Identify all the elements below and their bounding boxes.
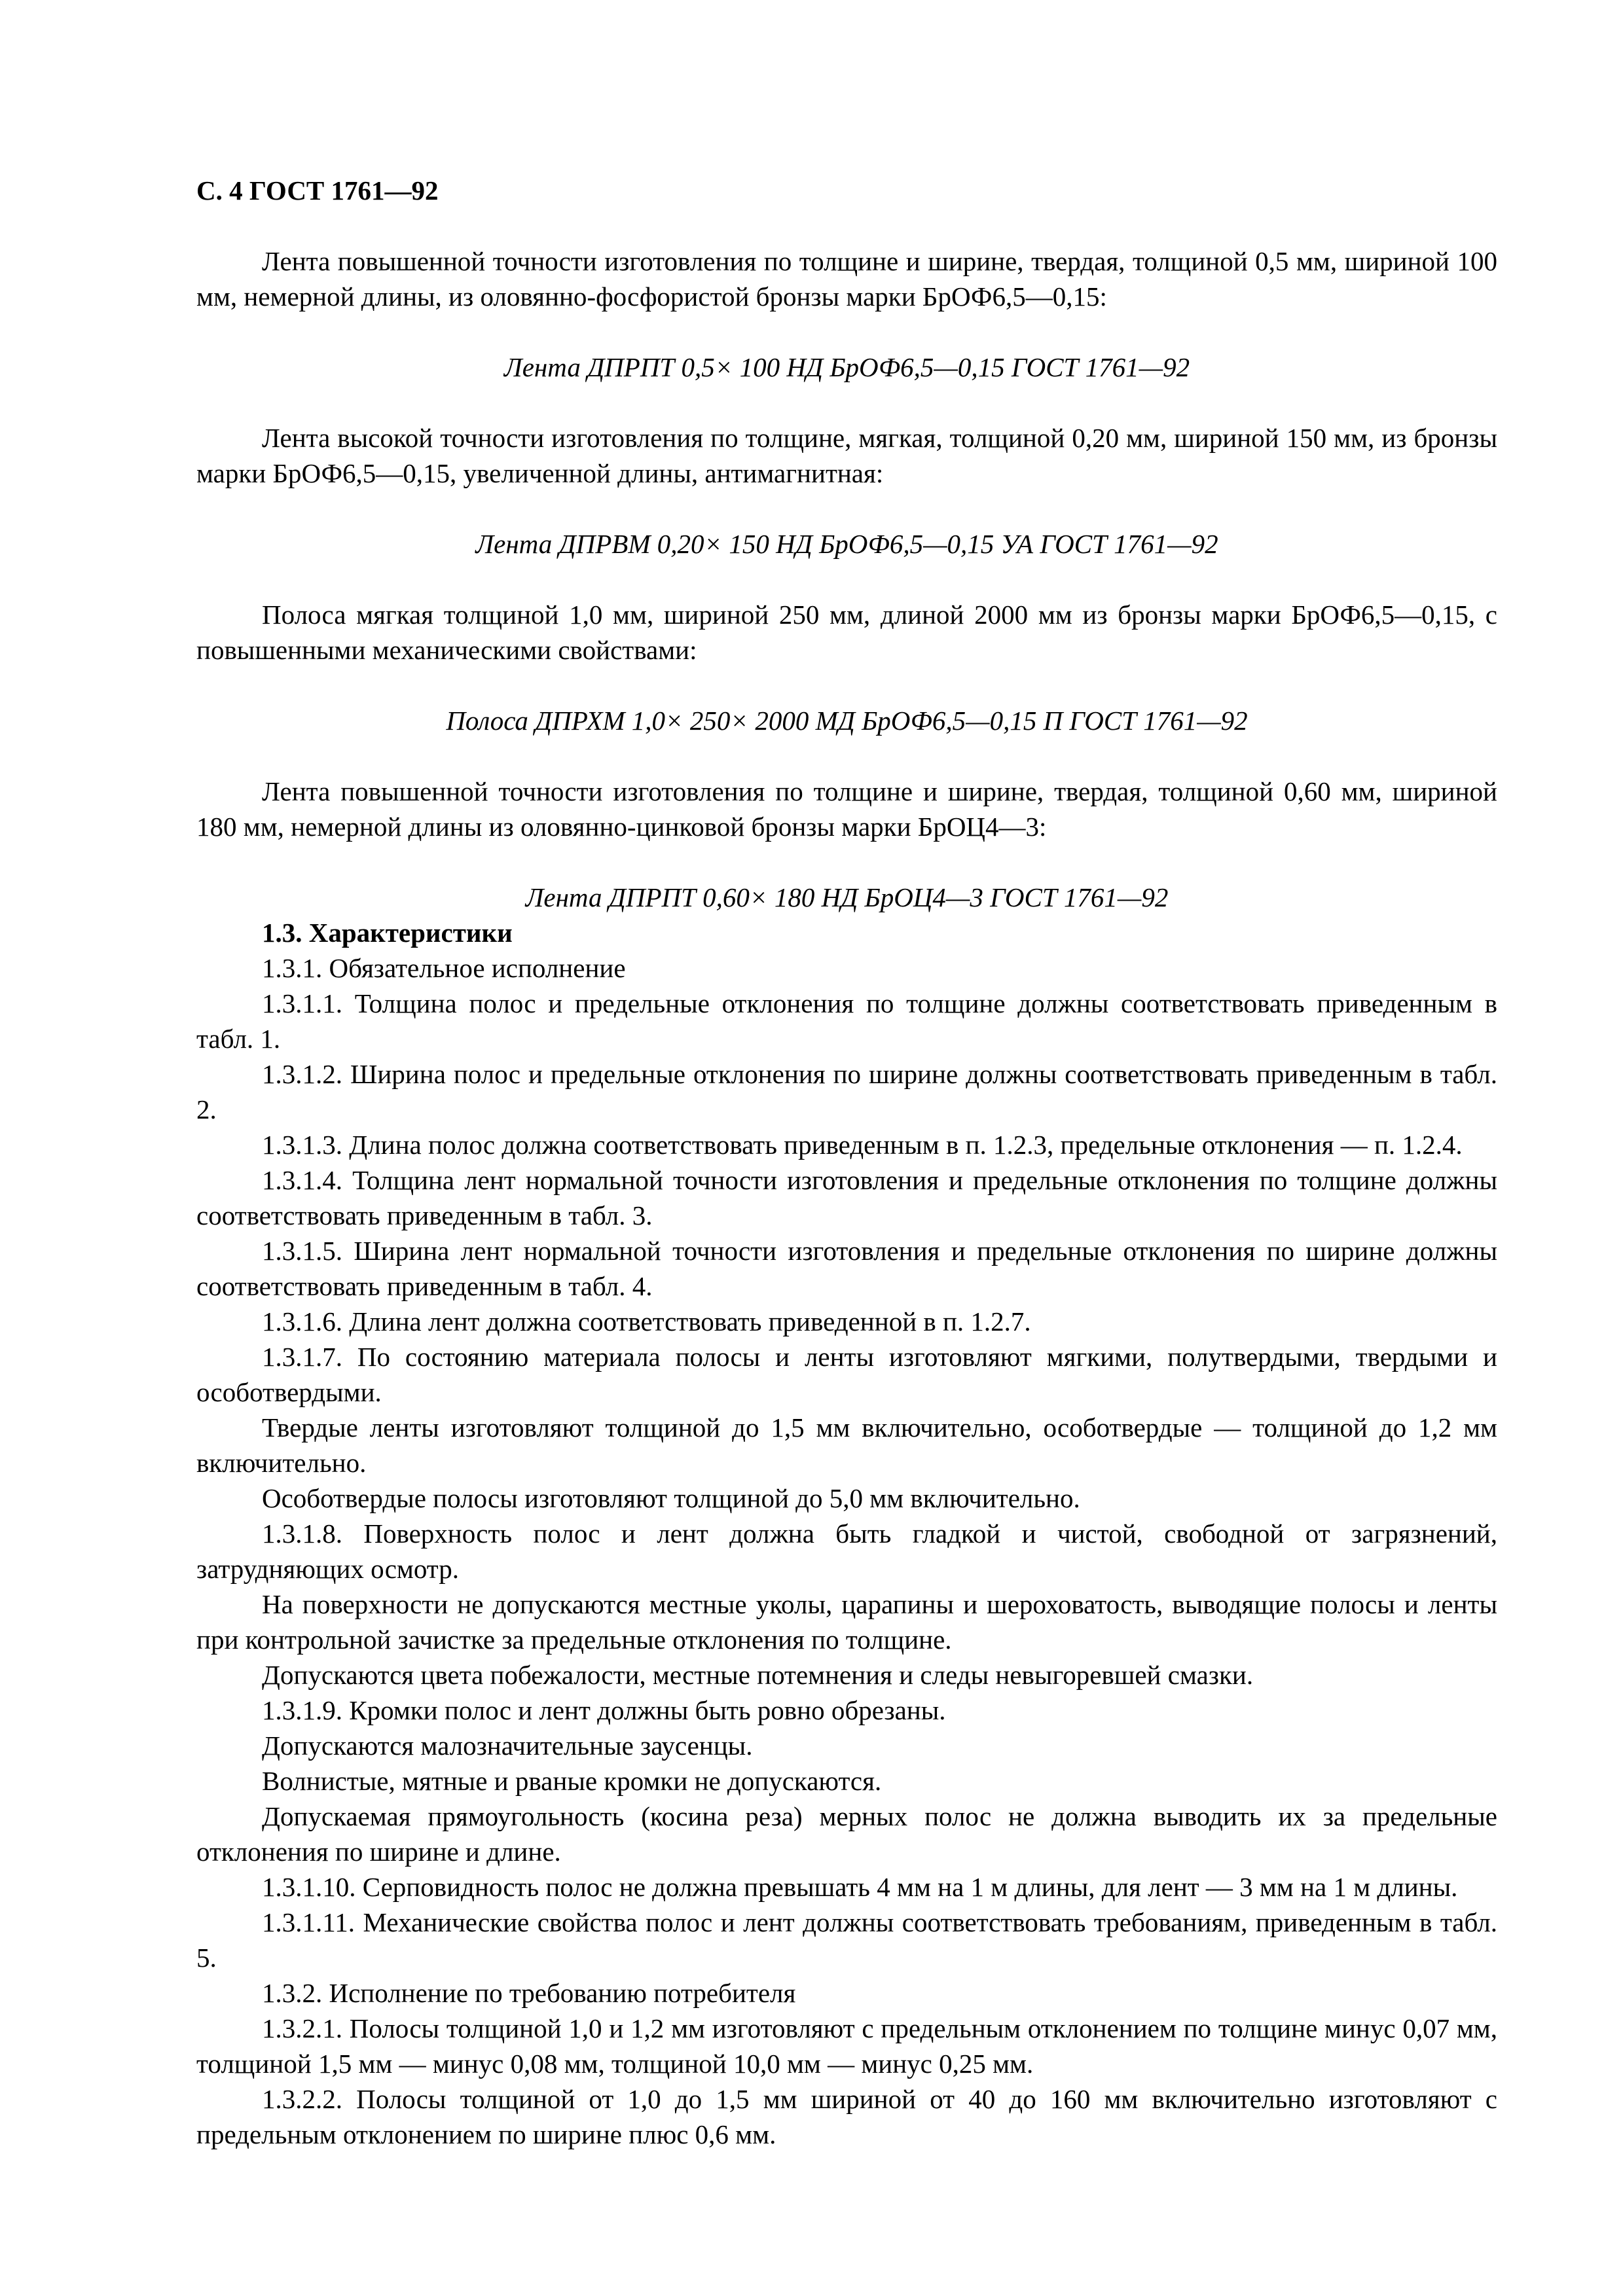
clause-1-3-1-2: 1.3.1.2. Ширина полос и предельные отклонения по ширине должны соответствовать приведенным в табл. 2. (196, 1059, 1497, 1124)
designation-example-1: Лента ДПРПТ 0,5× 100 НД БрОФ6,5—0,15 ГОСТ 1761—92 (503, 352, 1190, 382)
clause-1-3-1-9-squareness: Допускаемая прямоугольность (косина реза) мерных полос не должна выводить их за предельные отклонения по ширине и длине. (196, 1801, 1497, 1867)
clause-1-3-1-1: 1.3.1.1. Толщина полос и предельные отклонения по толщине должны соответствовать приведенным в табл. 1. (196, 988, 1497, 1054)
clause-1-3-1-9-burrs: Допускаются малозначительные заусенцы. (262, 1731, 753, 1761)
example-description-4: Лента повышенной точности изготовления по толщине и ширине, твердая, толщиной 0,60 мм, шириной 180 мм, немерной длины из оловянно-цинковой бронзы марки БрОЦ4—3: (196, 776, 1497, 842)
designation-example-3: Полоса ДПРХМ 1,0× 250× 2000 МД БрОФ6,5—0,15 П ГОСТ 1761—92 (446, 706, 1248, 736)
designation-example-4: Лента ДПРПТ 0,60× 180 НД БрОЦ4—3 ГОСТ 1761—92 (525, 882, 1169, 912)
clause-1-3-2: 1.3.2. Исполнение по требованию потребителя (262, 1978, 796, 2008)
clause-1-3-1-9: 1.3.1.9. Кромки полос и лент должны быть ровно обрезаны. (262, 1695, 946, 1725)
clause-1-3-2-2: 1.3.2.2. Полосы толщиной от 1,0 до 1,5 мм шириной от 40 до 160 мм включительно изготовляют с предельным отклонением по ширине плюс 0,6 мм. (196, 2084, 1497, 2149)
clause-1-3-1-11: 1.3.1.11. Механические свойства полос и лент должны соответствовать требованиям, приведенным в табл. 5. (196, 1907, 1497, 1973)
clause-1-3-1-8-allowed: Допускаются цвета побежалости, местные потемнения и следы невыгоревшей смазки. (262, 1660, 1254, 1690)
document-body (196, 243, 1497, 2152)
clause-1-3-1-6: 1.3.1.6. Длина лент должна соответствовать приведенной в п. 1.2.7. (262, 1306, 1031, 1336)
clause-1-3-1-8-defects: На поверхности не допускаются местные уколы, царапины и шероховатость, выводящие полосы и ленты при контрольной зачистке за предельные отклонения по толщине. (196, 1589, 1497, 1655)
section-heading-1-3: 1.3. Характеристики (262, 918, 513, 948)
clause-1-3-1-4: 1.3.1.4. Толщина лент нормальной точности изготовления и предельные отклонения по толщине должны соответствовать приведенным в табл. 3. (196, 1165, 1497, 1230)
page-header: С. 4 ГОСТ 1761—92 (196, 175, 439, 206)
clause-1-3-1-9-edges: Волнистые, мятные и рваные кромки не допускаются. (262, 1766, 882, 1796)
clause-1-3-1-3: 1.3.1.3. Длина полос должна соответствовать приведенным в п. 1.2.3, предельные отклонения — п. 1.2.4. (262, 1130, 1463, 1160)
clause-1-3-1: 1.3.1. Обязательное исполнение (262, 953, 626, 983)
clause-1-3-1-10: 1.3.1.10. Серповидность полос не должна превышать 4 мм на 1 м длины, для лент — 3 мм на 1 м длины. (262, 1872, 1458, 1902)
clause-1-3-1-7-hard-strips: Твердые ленты изготовляют толщиной до 1,5 мм включительно, особотвердые — толщиной до 1,2 мм включительно. (196, 1412, 1497, 1478)
clause-1-3-1-8: 1.3.1.8. Поверхность полос и лент должна быть гладкой и чистой, свободной от загрязнений, затрудняющих осмотр. (196, 1518, 1497, 1584)
example-description-1: Лента повышенной точности изготовления по толщине и ширине, твердая, толщиной 0,5 мм, шириной 100 мм, немерной длины, из оловянно-фосфористой бронзы марки БрОФ6,5—0,15: (196, 246, 1497, 312)
designation-example-2: Лента ДПРВМ 0,20× 150 НД БрОФ6,5—0,15 УА ГОСТ 1761—92 (475, 529, 1218, 559)
clause-1-3-1-7-extra-hard: Особотвердые полосы изготовляют толщиной до 5,0 мм включительно. (262, 1483, 1080, 1513)
clause-1-3-1-5: 1.3.1.5. Ширина лент нормальной точности изготовления и предельные отклонения по ширине должны соответствовать приведенным в табл. 4. (196, 1236, 1497, 1301)
example-description-3: Полоса мягкая толщиной 1,0 мм, шириной 250 мм, длиной 2000 мм из бронзы марки БрОФ6,5—0,15, с повышенными механическими свойствами: (196, 600, 1497, 665)
clause-1-3-1-7: 1.3.1.7. По состоянию материала полосы и ленты изготовляют мягкими, полутвердыми, твердыми и особотвердыми. (196, 1342, 1497, 1407)
clause-1-3-2-1: 1.3.2.1. Полосы толщиной 1,0 и 1,2 мм изготовляют с предельным отклонением по толщине минус 0,07 мм, толщиной 1,5 мм — минус 0,08 мм, толщиной 10,0 мм — минус 0,25 мм. (196, 2013, 1497, 2079)
example-description-2: Лента высокой точности изготовления по толщине, мягкая, толщиной 0,20 мм, шириной 150 мм, из бронзы марки БрОФ6,5—0,15, увеличенной длины, антимагнитная: (196, 423, 1497, 488)
